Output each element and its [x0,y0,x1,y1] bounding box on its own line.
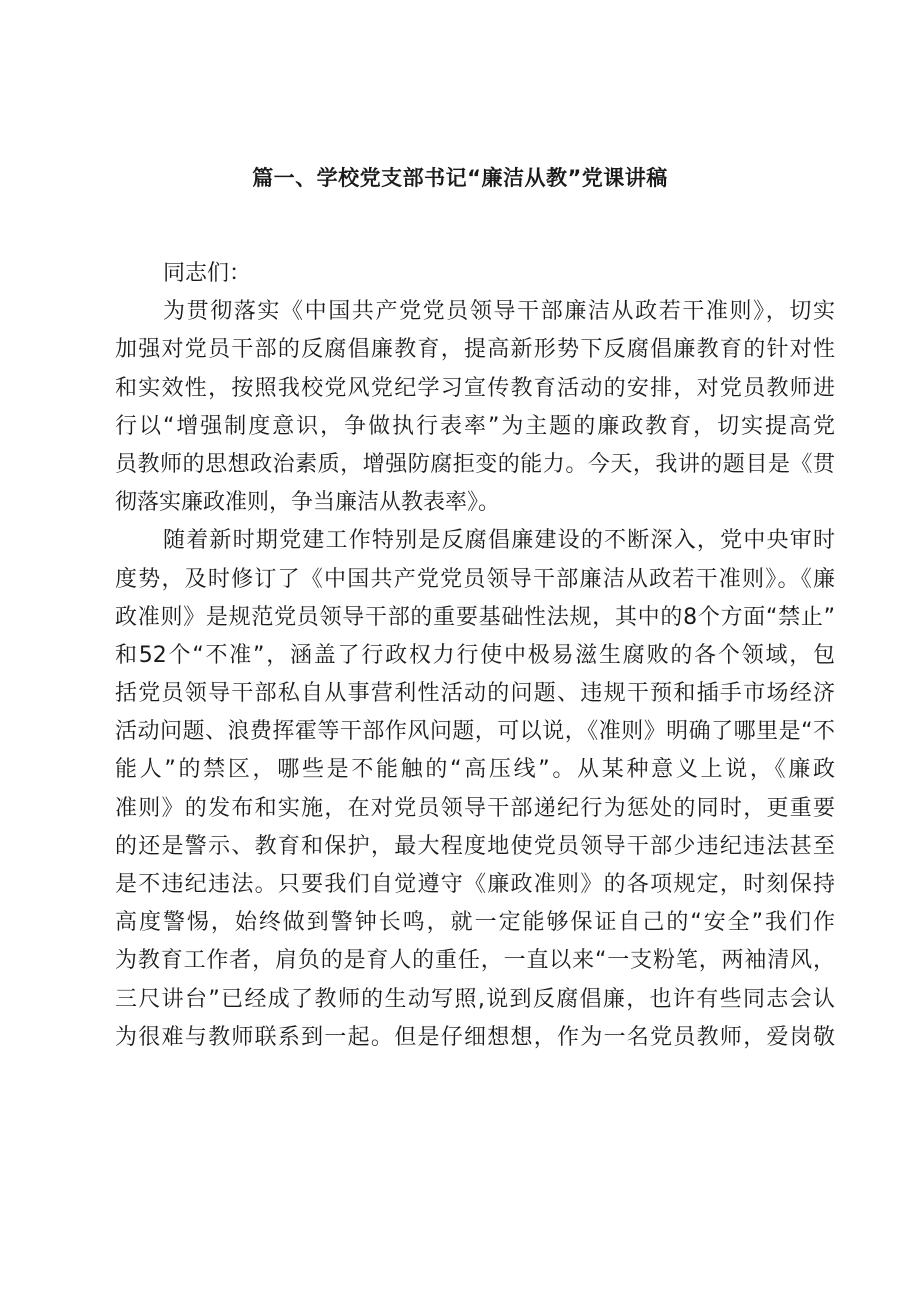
paragraph-line: 加强对党员干部的反腐倡廉教育，提高新形势下反腐倡廉教育的针对性 [115,337,835,363]
paragraph-line: 和52个“不准”，涵盖了行政权力行使中极易滋生腐败的各个领域，包 [115,642,835,668]
paragraph-line: 彻落实廉政准则，争当廉洁从教表率》。 [115,490,501,516]
paragraph-line: 高度警惕，始终做到警钟长鸣，就一定能够保证自己的“安全”我们作 [115,910,835,936]
paragraph-line: 和实效性，按照我校党风党纪学习宣传教育活动的安排，对党员教师进 [115,375,835,401]
paragraph-line: 括党员领导干部私自从事营利性活动的问题、违规干预和插手市场经济 [115,681,835,707]
paragraph-line: 员教师的思想政治素质，增强防腐拒变的能力。今天，我讲的题目是《贯 [115,451,835,477]
paragraph-line: 三尺讲台”已经成了教师的生动写照,说到反腐倡廉，也许有些同志会认 [115,986,835,1012]
paragraph-line: 度势，及时修订了《中国共产党党员领导干部廉洁从政若干准则》。《廉 [115,566,835,592]
document-body [115,255,835,1057]
paragraph-line: 能人”的禁区，哪些是不能触的“高压线”。从某种意义上说，《廉政 [115,757,835,783]
paragraph-line: 为很难与教师联系到一起。但是仔细想想，作为一名党员教师，爱岗敬 [115,1024,835,1050]
paragraph-line: 活动问题、浪费挥霍等干部作风问题，可以说，《准则》明确了哪里是“不 [115,719,835,745]
paragraph-line: 随着新时期党建工作特别是反腐倡廉建设的不断深入，党中央审时 [163,528,835,554]
paragraph-line: 是不违纪违法。只要我们自觉遵守《廉政准则》的各项规定，时刻保持 [115,872,835,897]
paragraph-line: 准则》的发布和实施，在对党员领导干部递纪行为惩处的同时，更重要 [115,795,835,821]
paragraph-line: 为贯彻落实《中国共产党党员领导干部廉洁从政若干准则》，切实 [163,299,835,325]
paragraph-line: 的还是警示、教育和保护，最大程度地使党员领导干部少违纪违法甚至 [115,833,835,859]
paragraph-line: 行以“增强制度意识，争做执行表率”为主题的廉政教育，切实提高党 [115,413,835,439]
document-title: 篇一、学校党支部书记“廉洁从教”党课讲稿 [252,166,668,190]
paragraph-line: 政准则》是规范党员领导干部的重要基础性法规，其中的8个方面“禁止” [115,604,835,630]
salutation: 同志们： [163,261,252,286]
paragraph-line: 为教育工作者，肩负的是育人的重任，一直以来“一支粉笔，两袖清风， [115,948,835,974]
